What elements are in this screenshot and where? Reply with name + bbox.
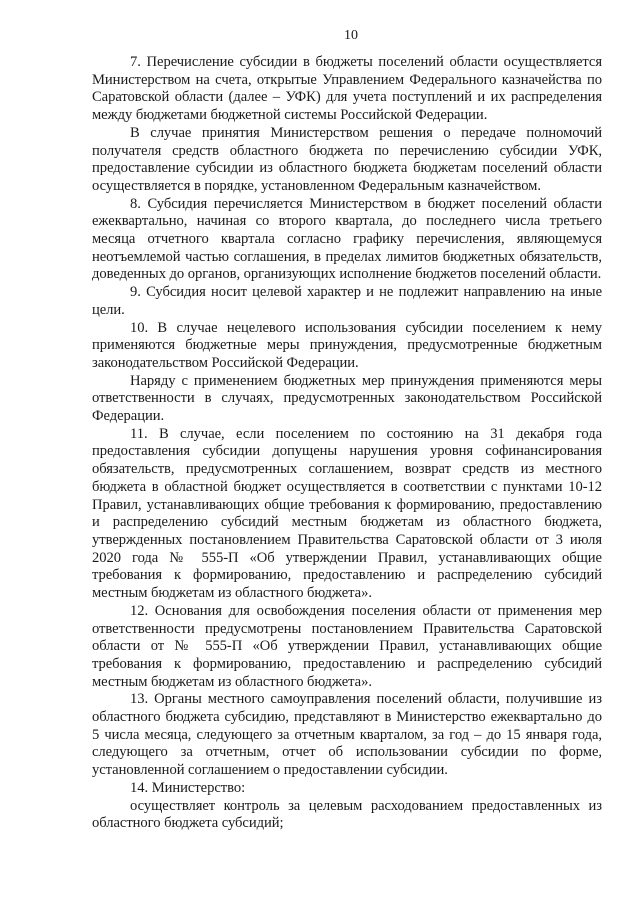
paragraph-10-responsibility: Наряду с применением бюджетных мер принуждения применяются меры ответственности в случаях, предусмотренных законодательством Российской Федерации. bbox=[92, 372, 602, 425]
paragraph-11: 11. В случае, если поселением по состоянию на 31 декабря года предоставления субсидии допущены нарушения уровня софинансирования обязательств, предусмотренных соглашением, возврат средств из местного бюджета в областной бюджет осуществляется в соответствии с пунктами 10-12 Правил, устанавливающих общие требования к формированию, предоставлению и распределению субсидий местным бюджетам из областного бюджета, утвержденных постановлением Правительства Саратовской области от 3 июля 2020 года № 555-П «Об утверждении Правил, устанавливающих общие требования к формированию, предоставлению и распределению субсидий местным бюджетам из областного бюджета». bbox=[92, 425, 602, 602]
paragraph-7: 7. Перечисление субсидии в бюджеты поселений области осуществляется Министерством на счета, открытые Управлением Федерального казначейства по Саратовской области (далее – УФК) для учета поступлений и их распределения между бюджетами бюджетной системы Российской Федерации. bbox=[92, 54, 602, 124]
document-body bbox=[92, 54, 602, 833]
paragraph-12: 12. Основания для освобождения поселения области от применения мер ответственности предусмотрены постановлением Правительства Саратовской области от № 555-П «Об утверждении Правил, устанавливающих общие требования к формированию, предоставлению и распределению субсидий местным бюджетам из областного бюджета». bbox=[92, 602, 602, 690]
paragraph-14: 14. Министерство: bbox=[130, 779, 246, 796]
paragraph-7-ufk: В случае принятия Министерством решения о передаче полномочий получателя средств областного бюджета по перечислению субсидии УФК, предоставление субсидии из областного бюджета бюджетам поселений области осуществляется в порядке, установленном Федеральным казначейством. bbox=[92, 124, 602, 194]
page-number: 10 bbox=[344, 28, 358, 43]
paragraph-14-control: осуществляет контроль за целевым расходованием предоставленных из областного бюджета субсидий; bbox=[92, 797, 602, 832]
paragraph-9: 9. Субсидия носит целевой характер и не подлежит направлению на иные цели. bbox=[92, 284, 602, 318]
paragraph-8: 8. Субсидия перечисляется Министерством в бюджет поселений области ежеквартально, начиная со второго квартала, до последнего числа третьего месяца отчетного квартала согласно графику перечисления, являющемуся неотъемлемой частью соглашения, в пределах лимитов бюджетных обязательств, доведенных до органов, организующих исполнение бюджетов поселений области. bbox=[92, 195, 602, 283]
paragraph-13: 13. Органы местного самоуправления поселений области, получившие из областного бюджета субсидию, представляют в Министерство ежеквартально до 5 числа месяца, следующего за отчетным кварталом, за год – до 15 января года, следующего за отчетным, отчет об использовании субсидии по форме, установленной соглашением о предоставлении субсидии. bbox=[92, 691, 602, 779]
paragraph-10: 10. В случае нецелевого использования субсидии поселением к нему применяются бюджетные меры принуждения, предусмотренные бюджетным законодательством Российской Федерации. bbox=[92, 319, 602, 371]
